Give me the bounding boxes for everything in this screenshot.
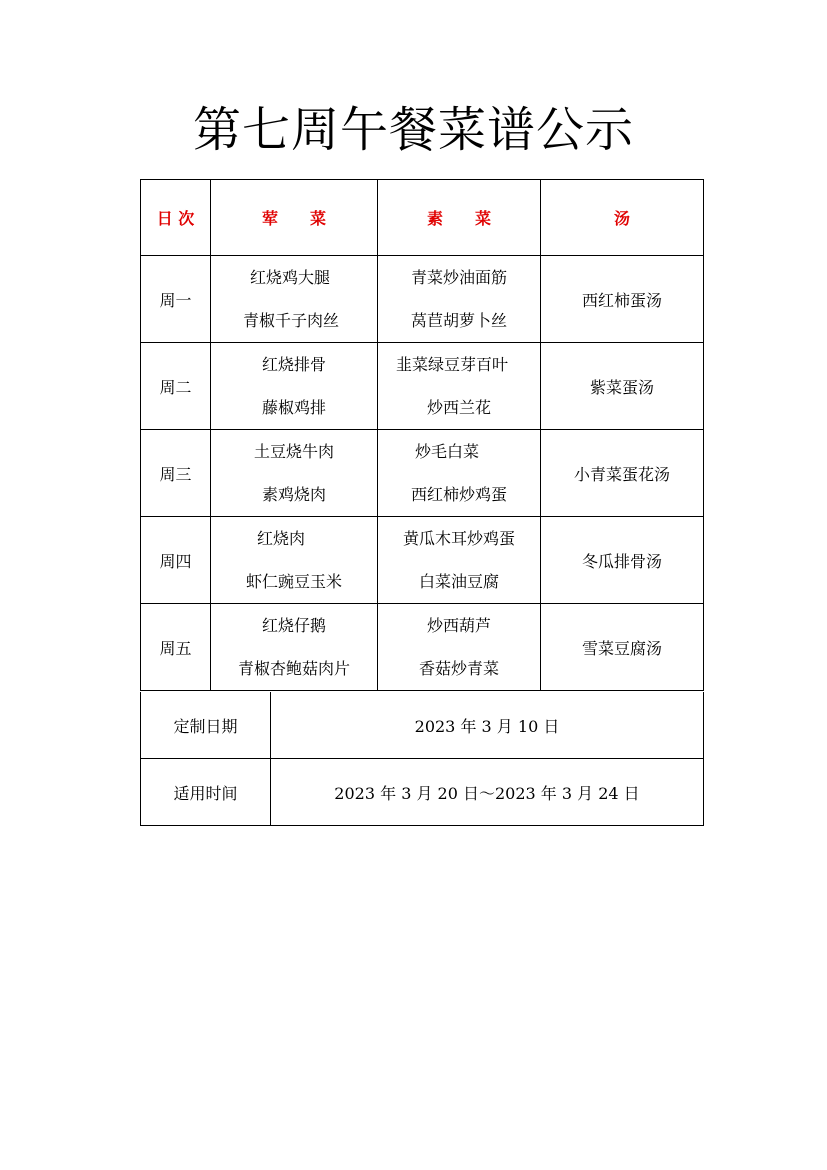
table-header-row — [141, 180, 704, 256]
header-soup: 汤 — [541, 180, 704, 256]
soup-cell: 小青菜蛋花汤 — [541, 430, 704, 517]
day-cell: 周三 — [141, 430, 211, 517]
veg-dish: 黄瓜木耳炒鸡蛋 — [402, 528, 515, 548]
page-title: 第七周午餐菜谱公示 — [192, 102, 634, 158]
meat-dish: 红烧排骨 — [261, 354, 326, 374]
table-row — [141, 256, 704, 343]
meat-dish: 青椒杏鲍菇肉片 — [237, 658, 350, 678]
meat-dish: 红烧仔鹅 — [261, 615, 326, 635]
meat-cell — [211, 256, 378, 343]
meat-dish: 青椒千子肉丝 — [242, 310, 339, 330]
day-cell: 周四 — [141, 517, 211, 604]
veg-dish: 香菇炒青菜 — [418, 658, 499, 678]
veg-dish: 莴苣胡萝卜丝 — [410, 310, 507, 330]
day-cell: 周一 — [141, 256, 211, 343]
soup-cell: 雪菜豆腐汤 — [541, 604, 704, 691]
veg-dish: 炒西兰花 — [426, 397, 491, 417]
made-date-row — [141, 692, 704, 759]
meat-dish: 虾仁豌豆玉米 — [245, 571, 342, 591]
veg-cell — [378, 517, 541, 604]
made-date-label: 定制日期 — [141, 692, 271, 759]
meat-cell — [211, 343, 378, 430]
period-label: 适用时间 — [141, 759, 271, 826]
meat-dish: 藤椒鸡排 — [261, 397, 326, 417]
table-row — [141, 517, 704, 604]
soup-cell: 西红柿蛋汤 — [541, 256, 704, 343]
veg-dish: 炒毛白菜 — [414, 441, 479, 461]
period-row — [141, 759, 704, 826]
meat-dish: 土豆烧牛肉 — [253, 441, 334, 461]
veg-dish: 青菜炒油面筋 — [410, 267, 507, 287]
menu-table — [140, 179, 704, 691]
table-row — [141, 430, 704, 517]
table-row — [141, 343, 704, 430]
veg-dish: 炒西葫芦 — [426, 615, 491, 635]
veg-cell — [378, 343, 541, 430]
veg-dish: 西红柿炒鸡蛋 — [410, 484, 507, 504]
meat-cell — [211, 430, 378, 517]
soup-cell: 紫菜蛋汤 — [541, 343, 704, 430]
meat-dish: 素鸡烧肉 — [261, 484, 326, 504]
header-day: 日 次 — [141, 180, 211, 256]
veg-dish: 韭菜绿豆芽百叶 — [395, 354, 508, 374]
meat-cell — [211, 604, 378, 691]
header-veg: 素 菜 — [378, 180, 541, 256]
veg-cell — [378, 256, 541, 343]
meat-cell — [211, 517, 378, 604]
header-meat: 荤 菜 — [211, 180, 378, 256]
day-cell: 周五 — [141, 604, 211, 691]
info-table — [140, 692, 704, 826]
meat-dish: 红烧肉 — [256, 528, 305, 548]
table-row — [141, 604, 704, 691]
veg-dish: 白菜油豆腐 — [418, 571, 499, 591]
period-value: 2023 年 3 月 20 日～2023 年 3 月 24 日 — [271, 759, 704, 826]
veg-cell — [378, 604, 541, 691]
meat-dish: 红烧鸡大腿 — [249, 267, 330, 287]
day-cell: 周二 — [141, 343, 211, 430]
veg-cell — [378, 430, 541, 517]
made-date-value: 2023 年 3 月 10 日 — [271, 692, 704, 759]
soup-cell: 冬瓜排骨汤 — [541, 517, 704, 604]
